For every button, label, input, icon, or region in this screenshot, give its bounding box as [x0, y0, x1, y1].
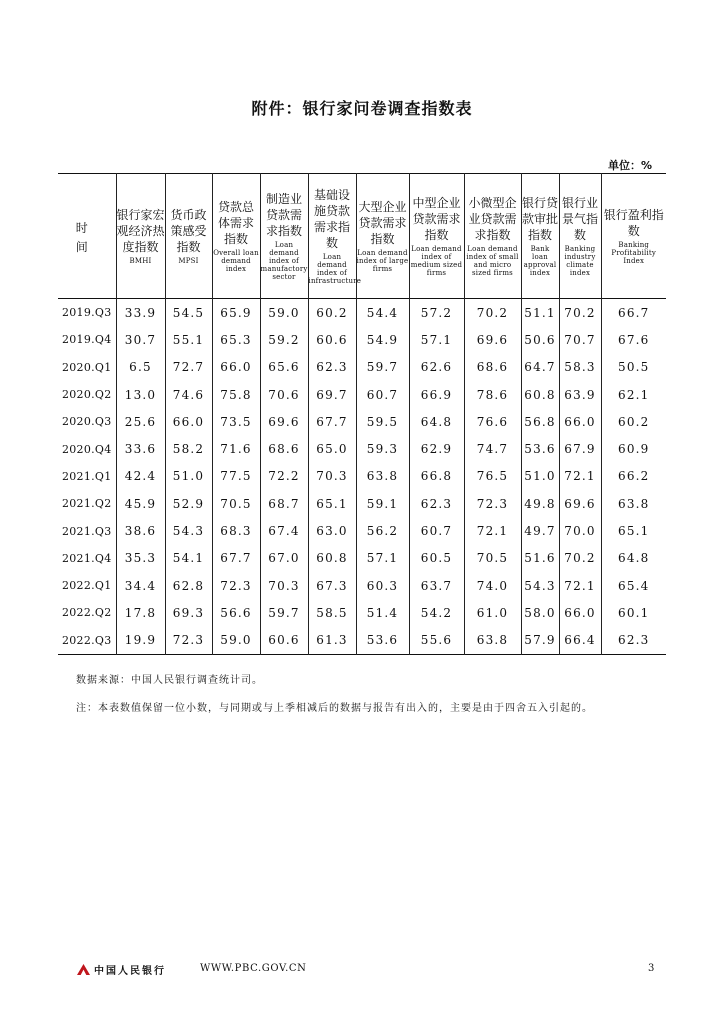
value-cell: 59.5: [356, 408, 409, 435]
value-cell: 60.2: [308, 299, 356, 327]
value-cell: 72.3: [212, 572, 260, 599]
value-cell: 72.2: [260, 463, 308, 490]
value-cell: 63.9: [559, 381, 601, 408]
period-cell: 2021.Q2: [58, 490, 116, 517]
value-cell: 65.6: [260, 354, 308, 381]
value-cell: 38.6: [116, 517, 165, 544]
header-infrastructure-loan-demand: 基础设施贷款需求指数 Loan demand index of infrastructure: [308, 174, 356, 299]
value-cell: 59.0: [212, 627, 260, 655]
remark-note: 注：本表数值保留一位小数，与同期或与上季相减后的数据与报告有出入的，主要是由于四舍五入引起的。: [76, 703, 593, 714]
value-cell: 63.7: [409, 572, 464, 599]
period-cell: 2022.Q2: [58, 599, 116, 626]
value-cell: 30.7: [116, 326, 165, 353]
value-cell: 51.4: [356, 599, 409, 626]
value-cell: 72.7: [165, 354, 212, 381]
value-cell: 65.9: [212, 299, 260, 327]
value-cell: 6.5: [116, 354, 165, 381]
value-cell: 56.2: [356, 517, 409, 544]
value-cell: 66.0: [559, 599, 601, 626]
value-cell: 59.2: [260, 326, 308, 353]
value-cell: 19.9: [116, 627, 165, 655]
value-cell: 57.2: [409, 299, 464, 327]
value-cell: 60.7: [356, 381, 409, 408]
value-cell: 49.7: [521, 517, 559, 544]
value-cell: 70.3: [260, 572, 308, 599]
value-cell: 62.9: [409, 435, 464, 462]
header-loan-approval: 银行贷款审批指数 Bank loan approval index: [521, 174, 559, 299]
value-cell: 60.6: [260, 627, 308, 655]
value-cell: 51.0: [521, 463, 559, 490]
value-cell: 67.3: [308, 572, 356, 599]
header-medium-firm-loan-demand: 中型企业贷款需求指数 Loan demand index of medium sized firms: [409, 174, 464, 299]
value-cell: 67.4: [260, 517, 308, 544]
value-cell: 68.7: [260, 490, 308, 517]
table-row: [58, 517, 666, 544]
period-cell: 2019.Q3: [58, 299, 116, 327]
value-cell: 50.5: [617, 360, 650, 375]
value-cell: 33.6: [116, 435, 165, 462]
value-cell: 59.0: [260, 299, 308, 327]
value-cell: 54.9: [356, 326, 409, 353]
value-cell: 17.8: [116, 599, 165, 626]
value-cell: 63.8: [617, 496, 650, 511]
index-table: [58, 173, 666, 655]
period-cell: 2022.Q1: [58, 572, 116, 599]
value-cell: 65.4: [617, 578, 650, 593]
value-cell: 51.6: [521, 545, 559, 572]
value-cell: 54.3: [165, 517, 212, 544]
value-cell: 67.0: [260, 545, 308, 572]
period-cell: 2022.Q3: [58, 627, 116, 655]
value-cell: 63.8: [356, 463, 409, 490]
value-cell: 51.1: [521, 299, 559, 327]
value-cell: 72.3: [464, 490, 521, 517]
table-row: [58, 381, 666, 408]
value-cell: 70.0: [559, 517, 601, 544]
value-cell: 62.3: [409, 490, 464, 517]
value-cell: 62.3: [308, 354, 356, 381]
table-header-row: [58, 174, 666, 299]
period-cell: 2021.Q3: [58, 517, 116, 544]
table-row: [58, 435, 666, 462]
value-cell: 66.0: [165, 408, 212, 435]
value-cell: 65.0: [308, 435, 356, 462]
value-cell: 45.9: [116, 490, 165, 517]
period-cell: 2020.Q1: [58, 354, 116, 381]
value-cell: 70.2: [559, 545, 601, 572]
unit-label: 单位：%: [607, 159, 652, 172]
value-cell: 70.3: [308, 463, 356, 490]
table-row: [58, 545, 666, 572]
value-cell: 68.6: [260, 435, 308, 462]
header-large-firm-loan-demand: 大型企业贷款需求指数 Loan demand index of large firms: [356, 174, 409, 299]
period-cell: 2021.Q4: [58, 545, 116, 572]
value-cell: 60.3: [356, 572, 409, 599]
value-cell: 54.3: [521, 572, 559, 599]
value-cell: 62.1: [617, 387, 650, 402]
value-cell: 35.3: [116, 545, 165, 572]
value-cell: 33.9: [116, 299, 165, 327]
value-cell: 58.5: [308, 599, 356, 626]
value-cell: 70.5: [212, 490, 260, 517]
value-cell: 69.7: [308, 381, 356, 408]
value-cell: 54.5: [165, 299, 212, 327]
value-cell: 61.3: [308, 627, 356, 655]
value-cell: 57.9: [521, 627, 559, 655]
period-cell: 2021.Q1: [58, 463, 116, 490]
value-cell: 55.6: [409, 627, 464, 655]
table-row: [58, 599, 666, 626]
document-title: 附件：银行家问卷调查指数表: [251, 99, 473, 118]
table-row: [58, 572, 666, 599]
value-cell: 63.8: [464, 627, 521, 655]
value-cell: 62.3: [617, 633, 650, 648]
table-row: [58, 299, 666, 327]
value-cell: 13.0: [116, 381, 165, 408]
value-cell: 68.3: [212, 517, 260, 544]
value-cell: 71.6: [212, 435, 260, 462]
value-cell: 53.6: [521, 435, 559, 462]
value-cell: 54.1: [165, 545, 212, 572]
value-cell: 70.6: [260, 381, 308, 408]
value-cell: 62.8: [165, 572, 212, 599]
value-cell: 61.0: [464, 599, 521, 626]
value-cell: 67.6: [617, 332, 650, 347]
table-body: [58, 299, 666, 655]
value-cell: 72.1: [464, 517, 521, 544]
table-row: [58, 490, 666, 517]
value-cell: 66.2: [617, 469, 650, 484]
value-cell: 59.1: [356, 490, 409, 517]
value-cell: 57.1: [356, 545, 409, 572]
value-cell: 56.6: [212, 599, 260, 626]
value-cell: 54.2: [409, 599, 464, 626]
value-cell: 70.2: [464, 299, 521, 327]
value-cell: 53.6: [356, 627, 409, 655]
footer-org-name: 中国人民银行: [94, 966, 166, 977]
value-cell: 56.8: [521, 408, 559, 435]
period-cell: 2020.Q3: [58, 408, 116, 435]
value-cell: 69.6: [260, 408, 308, 435]
value-cell: 69.6: [559, 490, 601, 517]
value-cell: 70.5: [464, 545, 521, 572]
value-cell: 60.9: [617, 442, 650, 457]
footer-url: WWW.PBC.GOV.CN: [200, 963, 307, 974]
value-cell: 54.4: [356, 299, 409, 327]
value-cell: 58.2: [165, 435, 212, 462]
value-cell: 59.3: [356, 435, 409, 462]
value-cell: 62.6: [409, 354, 464, 381]
value-cell: 64.7: [521, 354, 559, 381]
value-cell: 66.4: [559, 627, 601, 655]
value-cell: 50.6: [521, 326, 559, 353]
header-banking-profitability: 银行盈利指数 Banking Profitability Index: [603, 208, 664, 265]
value-cell: 66.0: [559, 408, 601, 435]
value-cell: 25.6: [116, 408, 165, 435]
value-cell: 60.5: [409, 545, 464, 572]
value-cell: 58.3: [559, 354, 601, 381]
value-cell: 67.7: [212, 545, 260, 572]
value-cell: 66.0: [212, 354, 260, 381]
period-cell: 2020.Q4: [58, 435, 116, 462]
value-cell: 67.9: [559, 435, 601, 462]
value-cell: 64.8: [409, 408, 464, 435]
value-cell: 72.1: [559, 463, 601, 490]
value-cell: 69.6: [464, 326, 521, 353]
value-cell: 75.8: [212, 381, 260, 408]
value-cell: 52.9: [165, 490, 212, 517]
table-row: [58, 354, 666, 381]
header-small-micro-loan-demand: 小微型企业贷款需求指数 Loan demand index of small and micro sized firms: [464, 174, 521, 299]
value-cell: 57.1: [409, 326, 464, 353]
period-cell: 2019.Q4: [58, 326, 116, 353]
value-cell: 70.7: [559, 326, 601, 353]
value-cell: 60.8: [308, 545, 356, 572]
header-manufacturing-loan-demand: 制造业贷款需求指数 Loan demand index of manufactory sector: [260, 174, 308, 299]
value-cell: 59.7: [260, 599, 308, 626]
table-row: [58, 627, 666, 655]
value-cell: 78.6: [464, 381, 521, 408]
value-cell: 66.7: [617, 305, 650, 320]
header-mpsi: 货币政策感受指数 MPSI: [165, 174, 212, 299]
value-cell: 74.7: [464, 435, 521, 462]
value-cell: 68.6: [464, 354, 521, 381]
value-cell: 59.7: [356, 354, 409, 381]
pbc-logo-icon: [77, 964, 90, 975]
value-cell: 64.8: [617, 551, 650, 566]
value-cell: 76.5: [464, 463, 521, 490]
page-number: 3: [648, 963, 655, 974]
value-cell: 72.3: [165, 627, 212, 655]
value-cell: 49.8: [521, 490, 559, 517]
value-cell: 70.2: [559, 299, 601, 327]
value-cell: 67.7: [308, 408, 356, 435]
value-cell: 60.6: [308, 326, 356, 353]
table-row: [58, 326, 666, 353]
header-time: 时 间: [58, 174, 116, 299]
value-cell: 60.8: [521, 381, 559, 408]
value-cell: 60.7: [409, 517, 464, 544]
value-cell: 69.3: [165, 599, 212, 626]
value-cell: 60.2: [617, 414, 650, 429]
value-cell: 55.1: [165, 326, 212, 353]
value-cell: 58.0: [521, 599, 559, 626]
footer-logo: [77, 962, 166, 977]
value-cell: 72.1: [559, 572, 601, 599]
header-bmhi: 银行家宏观经济热度指数 BMHI: [116, 174, 165, 299]
value-cell: 66.8: [409, 463, 464, 490]
value-cell: 74.6: [165, 381, 212, 408]
value-cell: 51.0: [165, 463, 212, 490]
value-cell: 77.5: [212, 463, 260, 490]
value-cell: 65.1: [308, 490, 356, 517]
value-cell: 66.9: [409, 381, 464, 408]
source-note: 数据来源：中国人民银行调查统计司。: [76, 675, 263, 686]
value-cell: 76.6: [464, 408, 521, 435]
value-cell: 73.5: [212, 408, 260, 435]
header-overall-loan-demand: 贷款总体需求指数 Overall loan demand index: [212, 174, 260, 299]
value-cell: 42.4: [116, 463, 165, 490]
value-cell: 74.0: [464, 572, 521, 599]
value-cell: 34.4: [116, 572, 165, 599]
value-cell: 63.0: [308, 517, 356, 544]
header-banking-climate: 银行业景气指数 Banking industry climate index: [559, 174, 601, 299]
table-row: [58, 408, 666, 435]
value-cell: 65.1: [617, 524, 650, 539]
table-row: [58, 463, 666, 490]
period-cell: 2020.Q2: [58, 381, 116, 408]
value-cell: 60.1: [617, 605, 650, 620]
value-cell: 65.3: [212, 326, 260, 353]
